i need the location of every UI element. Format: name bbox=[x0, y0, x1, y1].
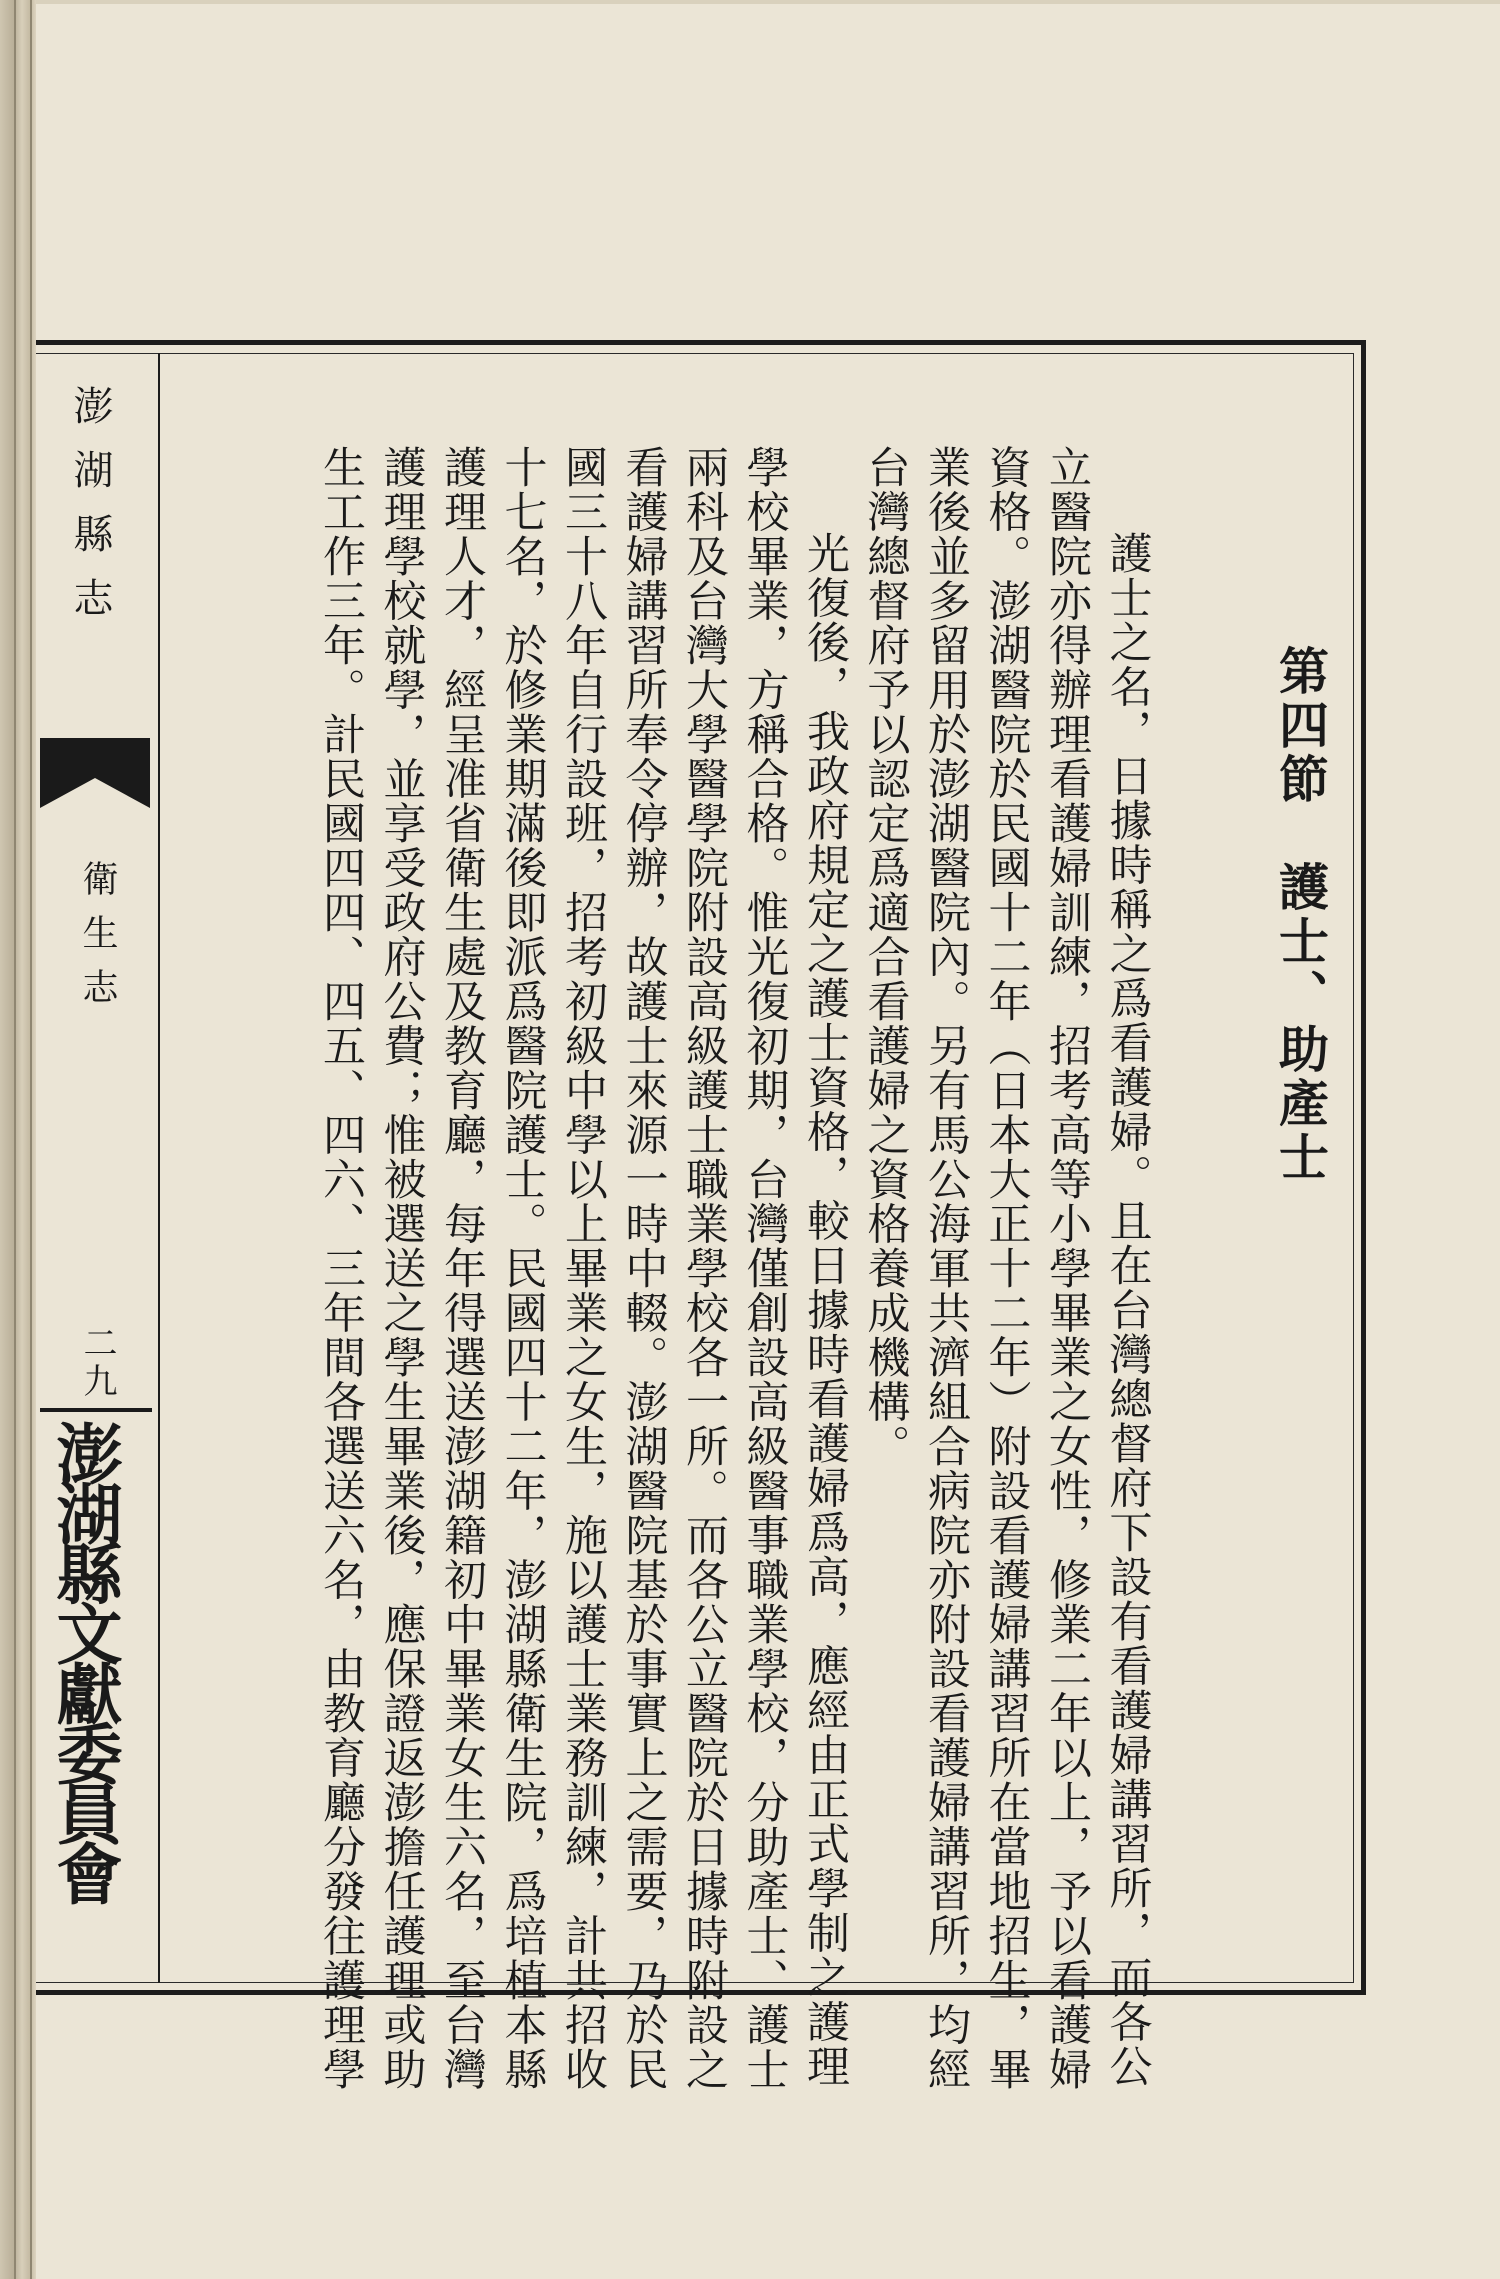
text-line: 十七名，於修業期滿後即派爲醫院護士。民國四十二年，澎湖縣衛生院，爲培植本縣 bbox=[497, 445, 548, 2092]
text-line: 生工作三年。計民國四四、四五、四六、三年間各選送六名，由教育廳分發往護理學 bbox=[316, 445, 366, 2092]
publisher-name: 澎湖縣文獻委員會 bbox=[45, 1420, 123, 1900]
binding-line bbox=[14, 0, 16, 2279]
fishtail-ornament-icon bbox=[40, 738, 150, 808]
body-text bbox=[311, 445, 1331, 2092]
text-line: 資格。澎湖醫院於民國十二年（日本大正十二年）附設看護婦講習所在當地招生，畢 bbox=[981, 445, 1032, 2092]
text-line: 立醫院亦得辦理看護婦訓練，招考高等小學畢業之女性，修業二年以上，予以看護婦 bbox=[1042, 445, 1092, 2092]
book-title: 澎湖縣志 bbox=[67, 385, 113, 641]
binding-line bbox=[30, 0, 32, 2279]
page-top-edge bbox=[36, 0, 1500, 4]
text-line: 光復後，我政府規定之護士資格，較日據時看護婦爲高，應經由正式學制之護理 bbox=[800, 531, 850, 2089]
text-line: 國三十八年自行設班，招考初級中學以上畢業之女生，施以護士業務訓練，計共招收 bbox=[558, 445, 608, 2092]
text-line: 護理人才，經呈准省衛生處及教育廳，每年得選送澎湖籍初中畢業女生六名，至台灣 bbox=[437, 445, 487, 2092]
page-number: 二九 bbox=[77, 1325, 117, 1401]
text-line: 學校畢業，方稱合格。惟光復初期，台灣僅創設高級醫事職業學校，分助產士、護士 bbox=[739, 445, 790, 2092]
section-title: 第四節 護士、助產士 bbox=[1271, 645, 1330, 1185]
text-line: 護理學校就學，並享受政府公費；惟被選送之學生畢業後，應保證返澎擔任護理或助 bbox=[376, 445, 427, 2092]
text-line: 台灣總督府予以認定爲適合看護婦之資格養成機構。 bbox=[860, 445, 911, 1469]
chapter-title: 衛生志 bbox=[77, 860, 118, 1022]
publisher-rule bbox=[40, 1408, 152, 1412]
text-line: 業後並多留用於澎湖醫院內。另有馬公海軍共濟組合病院亦附設看護婦講習所，均經 bbox=[921, 445, 971, 2092]
text-line: 看護婦講習所奉令停辦，故護士來源一時中輟。澎湖醫院基於事實上之需要，乃於民 bbox=[618, 445, 669, 2092]
text-line: 兩科及台灣大學醫學院附設高級護士職業學校各一所。而各公立醫院於日據時附設之 bbox=[679, 445, 729, 2092]
text-line: 護士之名，日據時稱之爲看護婦。且在台灣總督府下設有看護婦講習所，而各公 bbox=[1102, 531, 1153, 2089]
